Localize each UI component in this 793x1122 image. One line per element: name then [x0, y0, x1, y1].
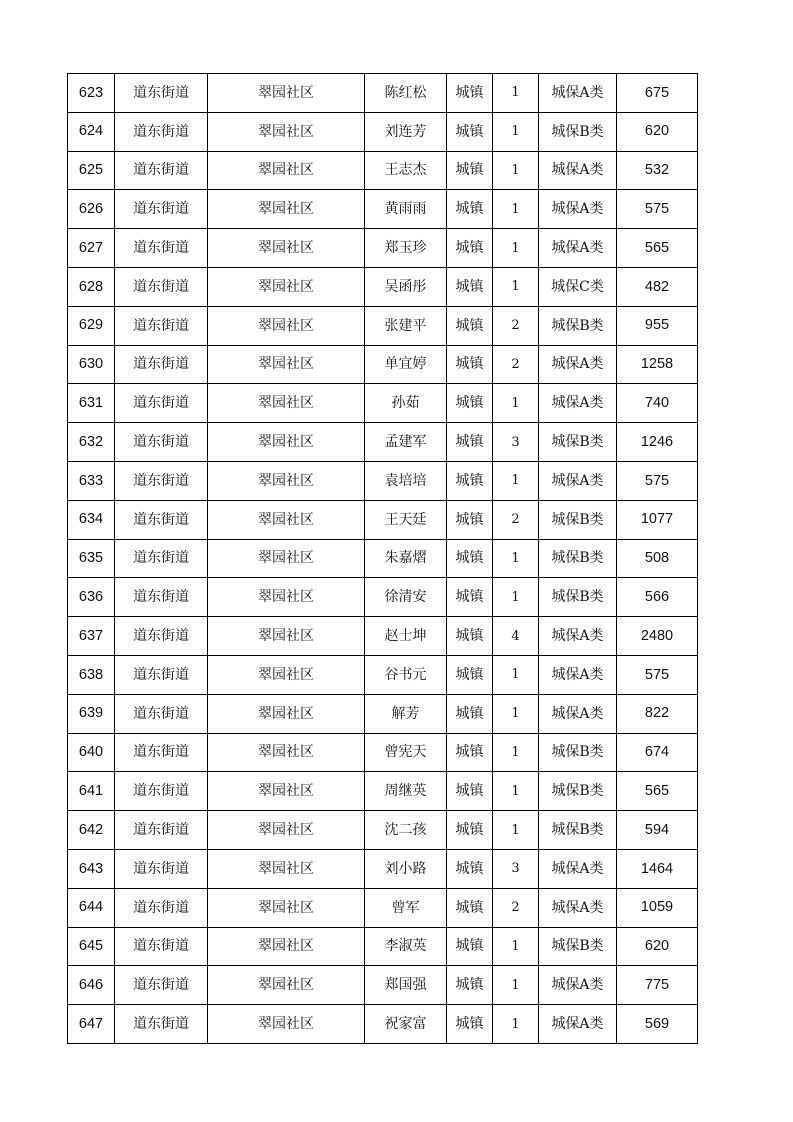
amount-cell: 1258 [617, 345, 698, 384]
amount-cell: 575 [617, 655, 698, 694]
table-row [68, 617, 698, 656]
community-cell: 翠园社区 [208, 423, 365, 462]
street-cell: 道东街道 [115, 655, 208, 694]
street-cell: 道东街道 [115, 927, 208, 966]
amount-cell: 775 [617, 966, 698, 1005]
person-count-cell: 3 [493, 423, 539, 462]
street-cell: 道东街道 [115, 229, 208, 268]
person-count-cell: 4 [493, 617, 539, 656]
person-count-cell: 1 [493, 694, 539, 733]
table-row [68, 306, 698, 345]
community-cell: 翠园社区 [208, 578, 365, 617]
community-cell: 翠园社区 [208, 849, 365, 888]
category-cell: 城保B类 [539, 578, 617, 617]
row-number-cell: 646 [68, 966, 115, 1005]
street-cell: 道东街道 [115, 306, 208, 345]
table-row [68, 190, 698, 229]
street-cell: 道东街道 [115, 733, 208, 772]
community-cell: 翠园社区 [208, 384, 365, 423]
table-row [68, 539, 698, 578]
community-cell: 翠园社区 [208, 655, 365, 694]
amount-cell: 575 [617, 461, 698, 500]
community-cell: 翠园社区 [208, 733, 365, 772]
community-cell: 翠园社区 [208, 500, 365, 539]
row-number-cell: 631 [68, 384, 115, 423]
community-cell: 翠园社区 [208, 345, 365, 384]
table-row [68, 229, 698, 268]
category-cell: 城保A类 [539, 229, 617, 268]
household-type-cell: 城镇 [447, 694, 493, 733]
row-number-cell: 644 [68, 888, 115, 927]
row-number-cell: 624 [68, 112, 115, 151]
name-cell: 黄雨雨 [365, 190, 447, 229]
row-number-cell: 633 [68, 461, 115, 500]
amount-cell: 565 [617, 772, 698, 811]
community-cell: 翠园社区 [208, 267, 365, 306]
street-cell: 道东街道 [115, 112, 208, 151]
street-cell: 道东街道 [115, 539, 208, 578]
street-cell: 道东街道 [115, 267, 208, 306]
name-cell: 朱嘉熠 [365, 539, 447, 578]
name-cell: 刘小路 [365, 849, 447, 888]
category-cell: 城保C类 [539, 267, 617, 306]
person-count-cell: 1 [493, 539, 539, 578]
name-cell: 祝家富 [365, 1005, 447, 1044]
category-cell: 城保A类 [539, 1005, 617, 1044]
table-row [68, 578, 698, 617]
category-cell: 城保B类 [539, 306, 617, 345]
table-row [68, 927, 698, 966]
name-cell: 刘连芳 [365, 112, 447, 151]
table-row [68, 733, 698, 772]
category-cell: 城保B类 [539, 500, 617, 539]
name-cell: 张建平 [365, 306, 447, 345]
street-cell: 道东街道 [115, 190, 208, 229]
category-cell: 城保B类 [539, 423, 617, 462]
amount-cell: 532 [617, 151, 698, 190]
community-cell: 翠园社区 [208, 772, 365, 811]
name-cell: 郑国强 [365, 966, 447, 1005]
household-type-cell: 城镇 [447, 617, 493, 656]
household-type-cell: 城镇 [447, 888, 493, 927]
row-number-cell: 630 [68, 345, 115, 384]
name-cell: 陈红松 [365, 74, 447, 113]
name-cell: 郑玉珍 [365, 229, 447, 268]
row-number-cell: 628 [68, 267, 115, 306]
amount-cell: 594 [617, 811, 698, 850]
amount-cell: 566 [617, 578, 698, 617]
household-type-cell: 城镇 [447, 733, 493, 772]
amount-cell: 674 [617, 733, 698, 772]
row-number-cell: 637 [68, 617, 115, 656]
row-number-cell: 627 [68, 229, 115, 268]
category-cell: 城保B类 [539, 772, 617, 811]
category-cell: 城保B类 [539, 927, 617, 966]
person-count-cell: 2 [493, 345, 539, 384]
person-count-cell: 2 [493, 888, 539, 927]
table-row [68, 267, 698, 306]
name-cell: 沈二孩 [365, 811, 447, 850]
category-cell: 城保A类 [539, 694, 617, 733]
community-cell: 翠园社区 [208, 539, 365, 578]
category-cell: 城保A类 [539, 190, 617, 229]
table-row [68, 888, 698, 927]
person-count-cell: 1 [493, 966, 539, 1005]
table-row [68, 772, 698, 811]
community-cell: 翠园社区 [208, 151, 365, 190]
street-cell: 道东街道 [115, 694, 208, 733]
street-cell: 道东街道 [115, 617, 208, 656]
person-count-cell: 1 [493, 74, 539, 113]
amount-cell: 508 [617, 539, 698, 578]
person-count-cell: 1 [493, 112, 539, 151]
household-type-cell: 城镇 [447, 461, 493, 500]
table-row [68, 345, 698, 384]
street-cell: 道东街道 [115, 772, 208, 811]
household-type-cell: 城镇 [447, 966, 493, 1005]
household-type-cell: 城镇 [447, 229, 493, 268]
household-type-cell: 城镇 [447, 1005, 493, 1044]
street-cell: 道东街道 [115, 151, 208, 190]
person-count-cell: 1 [493, 927, 539, 966]
person-count-cell: 2 [493, 306, 539, 345]
table-body [68, 74, 698, 1044]
row-number-cell: 632 [68, 423, 115, 462]
community-cell: 翠园社区 [208, 74, 365, 113]
community-cell: 翠园社区 [208, 811, 365, 850]
table-row [68, 655, 698, 694]
amount-cell: 1059 [617, 888, 698, 927]
community-cell: 翠园社区 [208, 694, 365, 733]
person-count-cell: 1 [493, 772, 539, 811]
row-number-cell: 625 [68, 151, 115, 190]
household-type-cell: 城镇 [447, 772, 493, 811]
street-cell: 道东街道 [115, 384, 208, 423]
row-number-cell: 638 [68, 655, 115, 694]
person-count-cell: 1 [493, 190, 539, 229]
row-number-cell: 640 [68, 733, 115, 772]
household-type-cell: 城镇 [447, 811, 493, 850]
household-type-cell: 城镇 [447, 849, 493, 888]
row-number-cell: 639 [68, 694, 115, 733]
community-cell: 翠园社区 [208, 966, 365, 1005]
amount-cell: 1246 [617, 423, 698, 462]
category-cell: 城保A类 [539, 617, 617, 656]
community-cell: 翠园社区 [208, 190, 365, 229]
name-cell: 孙茹 [365, 384, 447, 423]
row-number-cell: 647 [68, 1005, 115, 1044]
amount-cell: 575 [617, 190, 698, 229]
table-row [68, 1005, 698, 1044]
amount-cell: 620 [617, 112, 698, 151]
household-type-cell: 城镇 [447, 927, 493, 966]
household-type-cell: 城镇 [447, 190, 493, 229]
community-cell: 翠园社区 [208, 306, 365, 345]
name-cell: 周继英 [365, 772, 447, 811]
table-row [68, 500, 698, 539]
table-row [68, 112, 698, 151]
household-type-cell: 城镇 [447, 578, 493, 617]
category-cell: 城保A类 [539, 151, 617, 190]
person-count-cell: 1 [493, 655, 539, 694]
table-row [68, 849, 698, 888]
person-count-cell: 1 [493, 578, 539, 617]
amount-cell: 569 [617, 1005, 698, 1044]
category-cell: 城保A类 [539, 888, 617, 927]
person-count-cell: 3 [493, 849, 539, 888]
person-count-cell: 2 [493, 500, 539, 539]
category-cell: 城保B类 [539, 733, 617, 772]
community-cell: 翠园社区 [208, 927, 365, 966]
category-cell: 城保A类 [539, 966, 617, 1005]
category-cell: 城保A类 [539, 655, 617, 694]
community-cell: 翠园社区 [208, 112, 365, 151]
household-type-cell: 城镇 [447, 267, 493, 306]
name-cell: 曾宪天 [365, 733, 447, 772]
category-cell: 城保A类 [539, 849, 617, 888]
amount-cell: 2480 [617, 617, 698, 656]
person-count-cell: 1 [493, 811, 539, 850]
name-cell: 徐清安 [365, 578, 447, 617]
row-number-cell: 629 [68, 306, 115, 345]
row-number-cell: 636 [68, 578, 115, 617]
amount-cell: 1077 [617, 500, 698, 539]
amount-cell: 955 [617, 306, 698, 345]
row-number-cell: 643 [68, 849, 115, 888]
household-type-cell: 城镇 [447, 74, 493, 113]
street-cell: 道东街道 [115, 1005, 208, 1044]
community-cell: 翠园社区 [208, 1005, 365, 1044]
category-cell: 城保B类 [539, 811, 617, 850]
amount-cell: 675 [617, 74, 698, 113]
table-row [68, 384, 698, 423]
amount-cell: 482 [617, 267, 698, 306]
row-number-cell: 623 [68, 74, 115, 113]
table-row [68, 151, 698, 190]
street-cell: 道东街道 [115, 423, 208, 462]
name-cell: 吴函彤 [365, 267, 447, 306]
household-type-cell: 城镇 [447, 655, 493, 694]
street-cell: 道东街道 [115, 849, 208, 888]
amount-cell: 620 [617, 927, 698, 966]
data-table [67, 73, 698, 1044]
table-row [68, 694, 698, 733]
amount-cell: 822 [617, 694, 698, 733]
community-cell: 翠园社区 [208, 888, 365, 927]
table-row [68, 423, 698, 462]
name-cell: 曾军 [365, 888, 447, 927]
household-type-cell: 城镇 [447, 306, 493, 345]
community-cell: 翠园社区 [208, 461, 365, 500]
name-cell: 解芳 [365, 694, 447, 733]
person-count-cell: 1 [493, 229, 539, 268]
category-cell: 城保A类 [539, 384, 617, 423]
person-count-cell: 1 [493, 267, 539, 306]
street-cell: 道东街道 [115, 74, 208, 113]
amount-cell: 565 [617, 229, 698, 268]
street-cell: 道东街道 [115, 811, 208, 850]
category-cell: 城保B类 [539, 112, 617, 151]
household-type-cell: 城镇 [447, 500, 493, 539]
household-type-cell: 城镇 [447, 112, 493, 151]
row-number-cell: 642 [68, 811, 115, 850]
table-row [68, 461, 698, 500]
household-type-cell: 城镇 [447, 384, 493, 423]
household-type-cell: 城镇 [447, 423, 493, 462]
household-type-cell: 城镇 [447, 539, 493, 578]
category-cell: 城保A类 [539, 461, 617, 500]
street-cell: 道东街道 [115, 966, 208, 1005]
row-number-cell: 634 [68, 500, 115, 539]
name-cell: 李淑英 [365, 927, 447, 966]
row-number-cell: 635 [68, 539, 115, 578]
row-number-cell: 645 [68, 927, 115, 966]
table-row [68, 811, 698, 850]
street-cell: 道东街道 [115, 345, 208, 384]
row-number-cell: 641 [68, 772, 115, 811]
row-number-cell: 626 [68, 190, 115, 229]
household-type-cell: 城镇 [447, 151, 493, 190]
street-cell: 道东街道 [115, 578, 208, 617]
amount-cell: 740 [617, 384, 698, 423]
name-cell: 孟建军 [365, 423, 447, 462]
name-cell: 谷书元 [365, 655, 447, 694]
category-cell: 城保A类 [539, 345, 617, 384]
category-cell: 城保A类 [539, 74, 617, 113]
person-count-cell: 1 [493, 151, 539, 190]
name-cell: 袁培培 [365, 461, 447, 500]
community-cell: 翠园社区 [208, 617, 365, 656]
street-cell: 道东街道 [115, 461, 208, 500]
person-count-cell: 1 [493, 1005, 539, 1044]
name-cell: 王志杰 [365, 151, 447, 190]
amount-cell: 1464 [617, 849, 698, 888]
person-count-cell: 1 [493, 733, 539, 772]
table-row [68, 966, 698, 1005]
person-count-cell: 1 [493, 384, 539, 423]
table-row [68, 74, 698, 113]
name-cell: 赵士坤 [365, 617, 447, 656]
street-cell: 道东街道 [115, 500, 208, 539]
name-cell: 王天廷 [365, 500, 447, 539]
community-cell: 翠园社区 [208, 229, 365, 268]
name-cell: 单宜婷 [365, 345, 447, 384]
person-count-cell: 1 [493, 461, 539, 500]
category-cell: 城保B类 [539, 539, 617, 578]
street-cell: 道东街道 [115, 888, 208, 927]
household-type-cell: 城镇 [447, 345, 493, 384]
